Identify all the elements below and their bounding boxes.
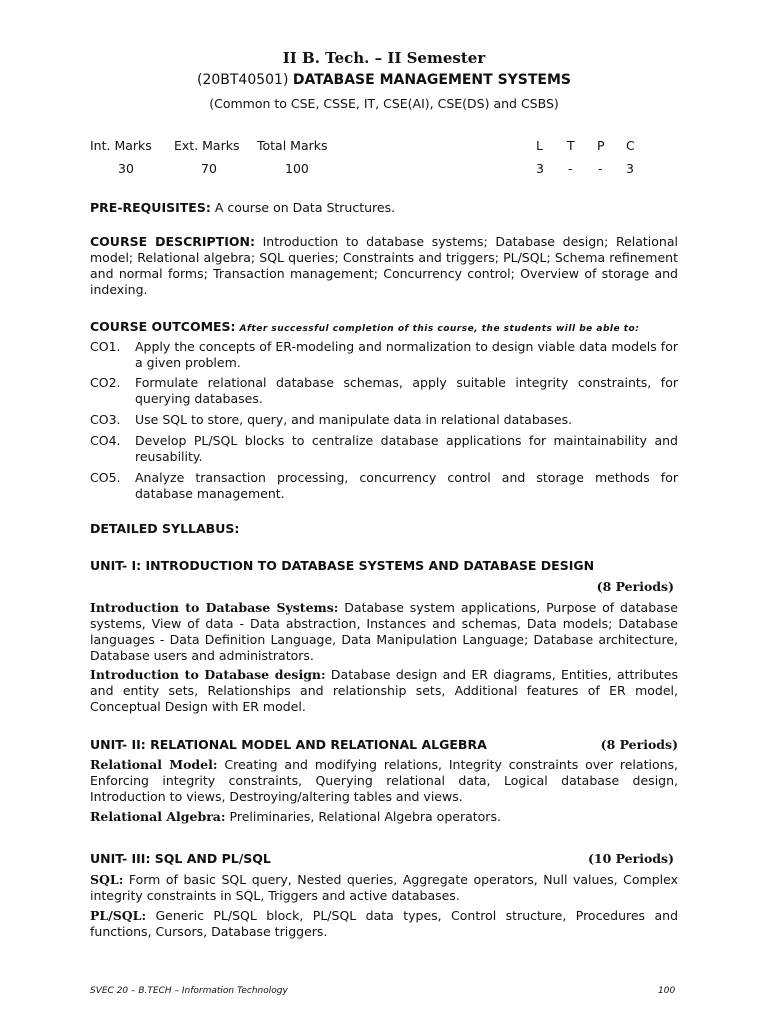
- topic-text: Preliminaries, Relational Algebra operators.: [229, 809, 501, 824]
- topic-label: Introduction to Database Systems:: [90, 600, 339, 615]
- unit-title: UNIT- II: RELATIONAL MODEL AND RELATIONAL ALGEBRA: [90, 737, 487, 752]
- topic-text: Database design and ER diagrams, Entities, attributes and entity sets, Relationships and relationship sets, Additional features of ER model, Conceptual Design with ER model.: [90, 667, 678, 714]
- p-label: P: [597, 138, 605, 153]
- course-description-text: Introduction to database systems; Database design; Relational model; Relational algebra; SQL queries; Constraints and triggers; PL/SQL; Schema refinement and normal forms; Transaction management; Concurrency control; Overview of storage and indexing.: [90, 234, 678, 297]
- unit-topic: [90, 600, 678, 664]
- unit-title: UNIT- I: INTRODUCTION TO DATABASE SYSTEMS AND DATABASE DESIGN: [90, 558, 595, 573]
- co-text: Analyze transaction processing, concurrency control and storage methods for database management.: [135, 470, 678, 501]
- c-label: C: [626, 138, 635, 153]
- unit-topic: [90, 667, 678, 715]
- total-marks-label: Total Marks: [257, 138, 328, 153]
- co-id: CO4.: [90, 433, 121, 448]
- co-text: Use SQL to store, query, and manipulate data in relational databases.: [135, 412, 573, 427]
- topic-text: Generic PL/SQL block, PL/SQL data types, Control structure, Procedures and functions, Cursors, Database triggers.: [90, 908, 678, 939]
- course-outcomes-label: COURSE OUTCOMES:: [90, 319, 236, 334]
- co-text: Formulate relational database schemas, apply suitable integrity constraints, for querying databases.: [135, 375, 678, 406]
- topic-label: Relational Algebra:: [90, 809, 226, 824]
- semester-heading: II B. Tech. – II Semester: [282, 49, 486, 67]
- unit-topic: [90, 872, 678, 904]
- int-marks-value: 30: [118, 161, 134, 176]
- course-description-label: COURSE DESCRIPTION:: [90, 234, 255, 249]
- unit-periods: (8 Periods): [600, 737, 678, 752]
- footer-program: SVEC 20 – B.TECH – Information Technology: [90, 986, 288, 996]
- prerequisites: [90, 200, 678, 216]
- topic-label: SQL:: [90, 872, 124, 887]
- topic-text: Database system applications, Purpose of database systems, View of data - Data abstraction, Instances and schemas, Data models; Database languages - Data Definition Language, Data Manipulation Language; Database architecture, Database users and administrators.: [90, 600, 678, 663]
- course-code: (20BT40501): [196, 72, 289, 88]
- ext-marks-value: 70: [201, 161, 217, 176]
- int-marks-label: Int. Marks: [90, 138, 152, 153]
- topic-label: Relational Model:: [90, 757, 218, 772]
- course-outcomes-note: After successful completion of this course, the students will be able to:: [239, 324, 640, 334]
- co-text: Apply the concepts of ER-modeling and normalization to design viable data models for a given problem.: [135, 339, 678, 370]
- unit-title-row: [90, 851, 678, 867]
- page-number: 100: [658, 986, 676, 996]
- co-id: CO2.: [90, 375, 121, 390]
- l-label: L: [536, 138, 543, 153]
- topic-label: Introduction to Database design:: [90, 667, 326, 682]
- p-value: -: [598, 161, 603, 176]
- course-description: [90, 234, 678, 298]
- c-value: 3: [626, 161, 634, 176]
- unit-periods: (10 Periods): [587, 851, 674, 866]
- co-id: CO3.: [90, 412, 121, 427]
- prerequisites-text: A course on Data Structures.: [214, 200, 396, 215]
- ext-marks-label: Ext. Marks: [174, 138, 240, 153]
- l-value: 3: [536, 161, 544, 176]
- unit-topic: [90, 757, 678, 805]
- topic-label: PL/SQL:: [90, 908, 147, 923]
- topic-text: Creating and modifying relations, Integrity constraints over relations, Enforcing integrity constraints, Querying relational data, Logical database design, Introduction to views, Destroying/altering tables and views.: [90, 757, 678, 804]
- topic-text: Form of basic SQL query, Nested queries, Aggregate operators, Null values, Complex integrity constraints in SQL, Triggers and active databases.: [90, 872, 678, 903]
- unit-topic: [90, 809, 678, 825]
- unit-title-row: [90, 737, 678, 753]
- unit-topic: [90, 908, 678, 940]
- common-to-note: (Common to CSE, CSSE, IT, CSE(AI), CSE(DS) and CSBS): [209, 96, 559, 111]
- course-title: DATABASE MANAGEMENT SYSTEMS: [292, 72, 572, 88]
- course-title-line: [0, 71, 768, 89]
- total-marks-value: 100: [285, 161, 309, 176]
- co-id: CO5.: [90, 470, 121, 485]
- unit-periods: (8 Periods): [596, 579, 674, 594]
- co-text: Develop PL/SQL blocks to centralize database applications for maintainability and reusability.: [135, 433, 678, 464]
- unit-title: UNIT- III: SQL AND PL/SQL: [90, 851, 271, 866]
- prerequisites-label: PRE-REQUISITES:: [90, 200, 211, 215]
- t-value: -: [568, 161, 573, 176]
- detailed-syllabus-heading: DETAILED SYLLABUS:: [90, 521, 240, 536]
- t-label: T: [567, 138, 575, 153]
- course-outcomes-heading: [90, 319, 678, 337]
- co-id: CO1.: [90, 339, 121, 354]
